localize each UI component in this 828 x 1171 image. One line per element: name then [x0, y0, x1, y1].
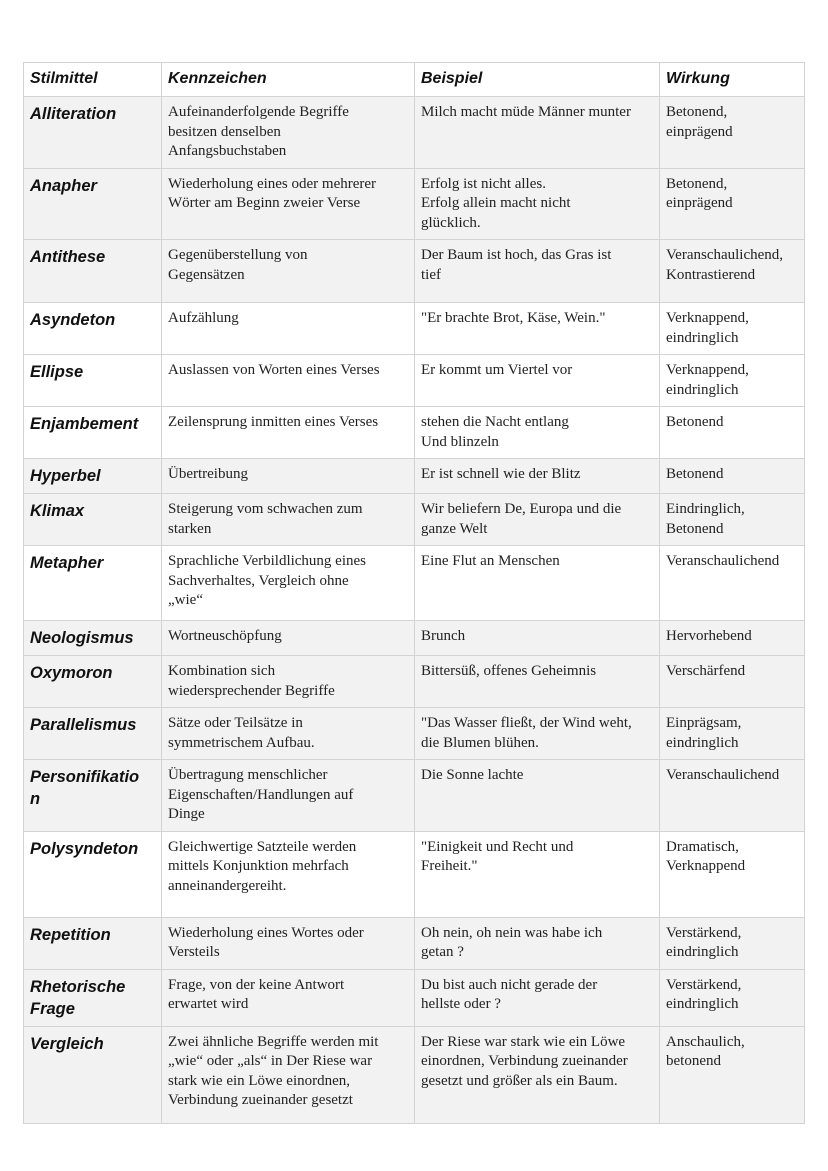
table-row: [24, 303, 805, 355]
kennzeichen-cell: Wiederholung eines oder mehrerer Wörter am Beginn zweier Verse: [162, 168, 415, 240]
wirkung-cell: Betonend, einprägend: [660, 97, 805, 169]
table-row: [24, 917, 805, 969]
header-kennzeichen: Kennzeichen: [162, 63, 415, 97]
table-row: [24, 1026, 805, 1123]
table-row: [24, 240, 805, 303]
header-wirkung: Wirkung: [660, 63, 805, 97]
stilmittel-name: Neologismus: [24, 621, 162, 656]
kennzeichen-cell: Übertragung menschlicher Eigenschaften/Handlungen auf Dinge: [162, 760, 415, 832]
stilmittel-name: Hyperbel: [24, 459, 162, 494]
beispiel-cell: "Das Wasser fließt, der Wind weht, die Blumen blühen.: [415, 708, 660, 760]
table-row: [24, 407, 805, 459]
beispiel-cell: Bittersüß, offenes Geheimnis: [415, 656, 660, 708]
table-row: [24, 459, 805, 494]
stilmittel-sheet: [23, 62, 804, 1124]
wirkung-cell: Verschärfend: [660, 656, 805, 708]
table-row: [24, 494, 805, 546]
stilmittel-name: Asyndeton: [24, 303, 162, 355]
wirkung-cell: Eindringlich, Betonend: [660, 494, 805, 546]
kennzeichen-cell: Auslassen von Worten eines Verses: [162, 355, 415, 407]
kennzeichen-cell: Frage, von der keine Antwort erwartet wird: [162, 969, 415, 1026]
table-row: [24, 168, 805, 240]
header-beispiel: Beispiel: [415, 63, 660, 97]
stilmittel-name: Oxymoron: [24, 656, 162, 708]
kennzeichen-cell: Gleichwertige Satzteile werden mittels Konjunktion mehrfach anneinandergereiht.: [162, 831, 415, 917]
beispiel-cell: "Einigkeit und Recht und Freiheit.": [415, 831, 660, 917]
beispiel-cell: Eine Flut an Menschen: [415, 546, 660, 621]
table-row: [24, 621, 805, 656]
kennzeichen-cell: Gegenüberstellung von Gegensätzen: [162, 240, 415, 303]
wirkung-cell: Betonend, einprägend: [660, 168, 805, 240]
kennzeichen-cell: Kombination sich wiedersprechender Begriffe: [162, 656, 415, 708]
wirkung-cell: Veranschaulichend: [660, 760, 805, 832]
table-row: [24, 355, 805, 407]
wirkung-cell: Veranschaulichend: [660, 546, 805, 621]
wirkung-cell: Verknappend, eindringlich: [660, 303, 805, 355]
beispiel-cell: Du bist auch nicht gerade der hellste oder ?: [415, 969, 660, 1026]
beispiel-cell: Wir beliefern De, Europa und die ganze Welt: [415, 494, 660, 546]
stilmittel-name: Parallelismus: [24, 708, 162, 760]
table-row: [24, 831, 805, 917]
stilmittel-name: Alliteration: [24, 97, 162, 169]
table-row: [24, 546, 805, 621]
beispiel-cell: Die Sonne lachte: [415, 760, 660, 832]
wirkung-cell: Dramatisch, Verknappend: [660, 831, 805, 917]
kennzeichen-cell: Übertreibung: [162, 459, 415, 494]
kennzeichen-cell: Wortneuschöpfung: [162, 621, 415, 656]
stilmittel-name: Enjambement: [24, 407, 162, 459]
beispiel-cell: Brunch: [415, 621, 660, 656]
wirkung-cell: Einprägsam, eindringlich: [660, 708, 805, 760]
wirkung-cell: Anschaulich, betonend: [660, 1026, 805, 1123]
beispiel-cell: Er ist schnell wie der Blitz: [415, 459, 660, 494]
stilmittel-name: Personifikatio n: [24, 760, 162, 832]
wirkung-cell: Verstärkend, eindringlich: [660, 917, 805, 969]
wirkung-cell: Verstärkend, eindringlich: [660, 969, 805, 1026]
beispiel-cell: Der Riese war stark wie ein Löwe einordnen, Verbindung zueinander gesetzt und größer als ein Baum.: [415, 1026, 660, 1123]
header-stilmittel: Stilmittel: [24, 63, 162, 97]
wirkung-cell: Hervorhebend: [660, 621, 805, 656]
table-row: [24, 969, 805, 1026]
beispiel-cell: Erfolg ist nicht alles. Erfolg allein macht nicht glücklich.: [415, 168, 660, 240]
beispiel-cell: stehen die Nacht entlang Und blinzeln: [415, 407, 660, 459]
stilmittel-table: [23, 62, 805, 1124]
beispiel-cell: Oh nein, oh nein was habe ich getan ?: [415, 917, 660, 969]
stilmittel-name: Polysyndeton: [24, 831, 162, 917]
kennzeichen-cell: Sprachliche Verbildlichung eines Sachverhaltes, Vergleich ohne „wie“: [162, 546, 415, 621]
stilmittel-name: Rhetorische Frage: [24, 969, 162, 1026]
stilmittel-name: Ellipse: [24, 355, 162, 407]
wirkung-cell: Verknappend, eindringlich: [660, 355, 805, 407]
table-row: [24, 97, 805, 169]
stilmittel-name: Repetition: [24, 917, 162, 969]
wirkung-cell: Veranschaulichend, Kontrastierend: [660, 240, 805, 303]
kennzeichen-cell: Sätze oder Teilsätze in symmetrischem Aufbau.: [162, 708, 415, 760]
kennzeichen-cell: Zwei ähnliche Begriffe werden mit „wie“ oder „als“ in Der Riese war stark wie ein Löwe einordnen, Verbindung zueinander gesetzt: [162, 1026, 415, 1123]
table-row: [24, 656, 805, 708]
header-row: [24, 63, 805, 97]
stilmittel-name: Klimax: [24, 494, 162, 546]
kennzeichen-cell: Wiederholung eines Wortes oder Versteils: [162, 917, 415, 969]
table-body: [24, 97, 805, 1124]
kennzeichen-cell: Steigerung vom schwachen zum starken: [162, 494, 415, 546]
table-row: [24, 760, 805, 832]
kennzeichen-cell: Zeilensprung inmitten eines Verses: [162, 407, 415, 459]
kennzeichen-cell: Aufzählung: [162, 303, 415, 355]
beispiel-cell: Er kommt um Viertel vor: [415, 355, 660, 407]
stilmittel-name: Vergleich: [24, 1026, 162, 1123]
wirkung-cell: Betonend: [660, 459, 805, 494]
table-row: [24, 708, 805, 760]
beispiel-cell: Milch macht müde Männer munter: [415, 97, 660, 169]
kennzeichen-cell: Aufeinanderfolgende Begriffe besitzen denselben Anfangsbuchstaben: [162, 97, 415, 169]
beispiel-cell: "Er brachte Brot, Käse, Wein.": [415, 303, 660, 355]
stilmittel-name: Anapher: [24, 168, 162, 240]
stilmittel-name: Antithese: [24, 240, 162, 303]
beispiel-cell: Der Baum ist hoch, das Gras ist tief: [415, 240, 660, 303]
wirkung-cell: Betonend: [660, 407, 805, 459]
stilmittel-name: Metapher: [24, 546, 162, 621]
